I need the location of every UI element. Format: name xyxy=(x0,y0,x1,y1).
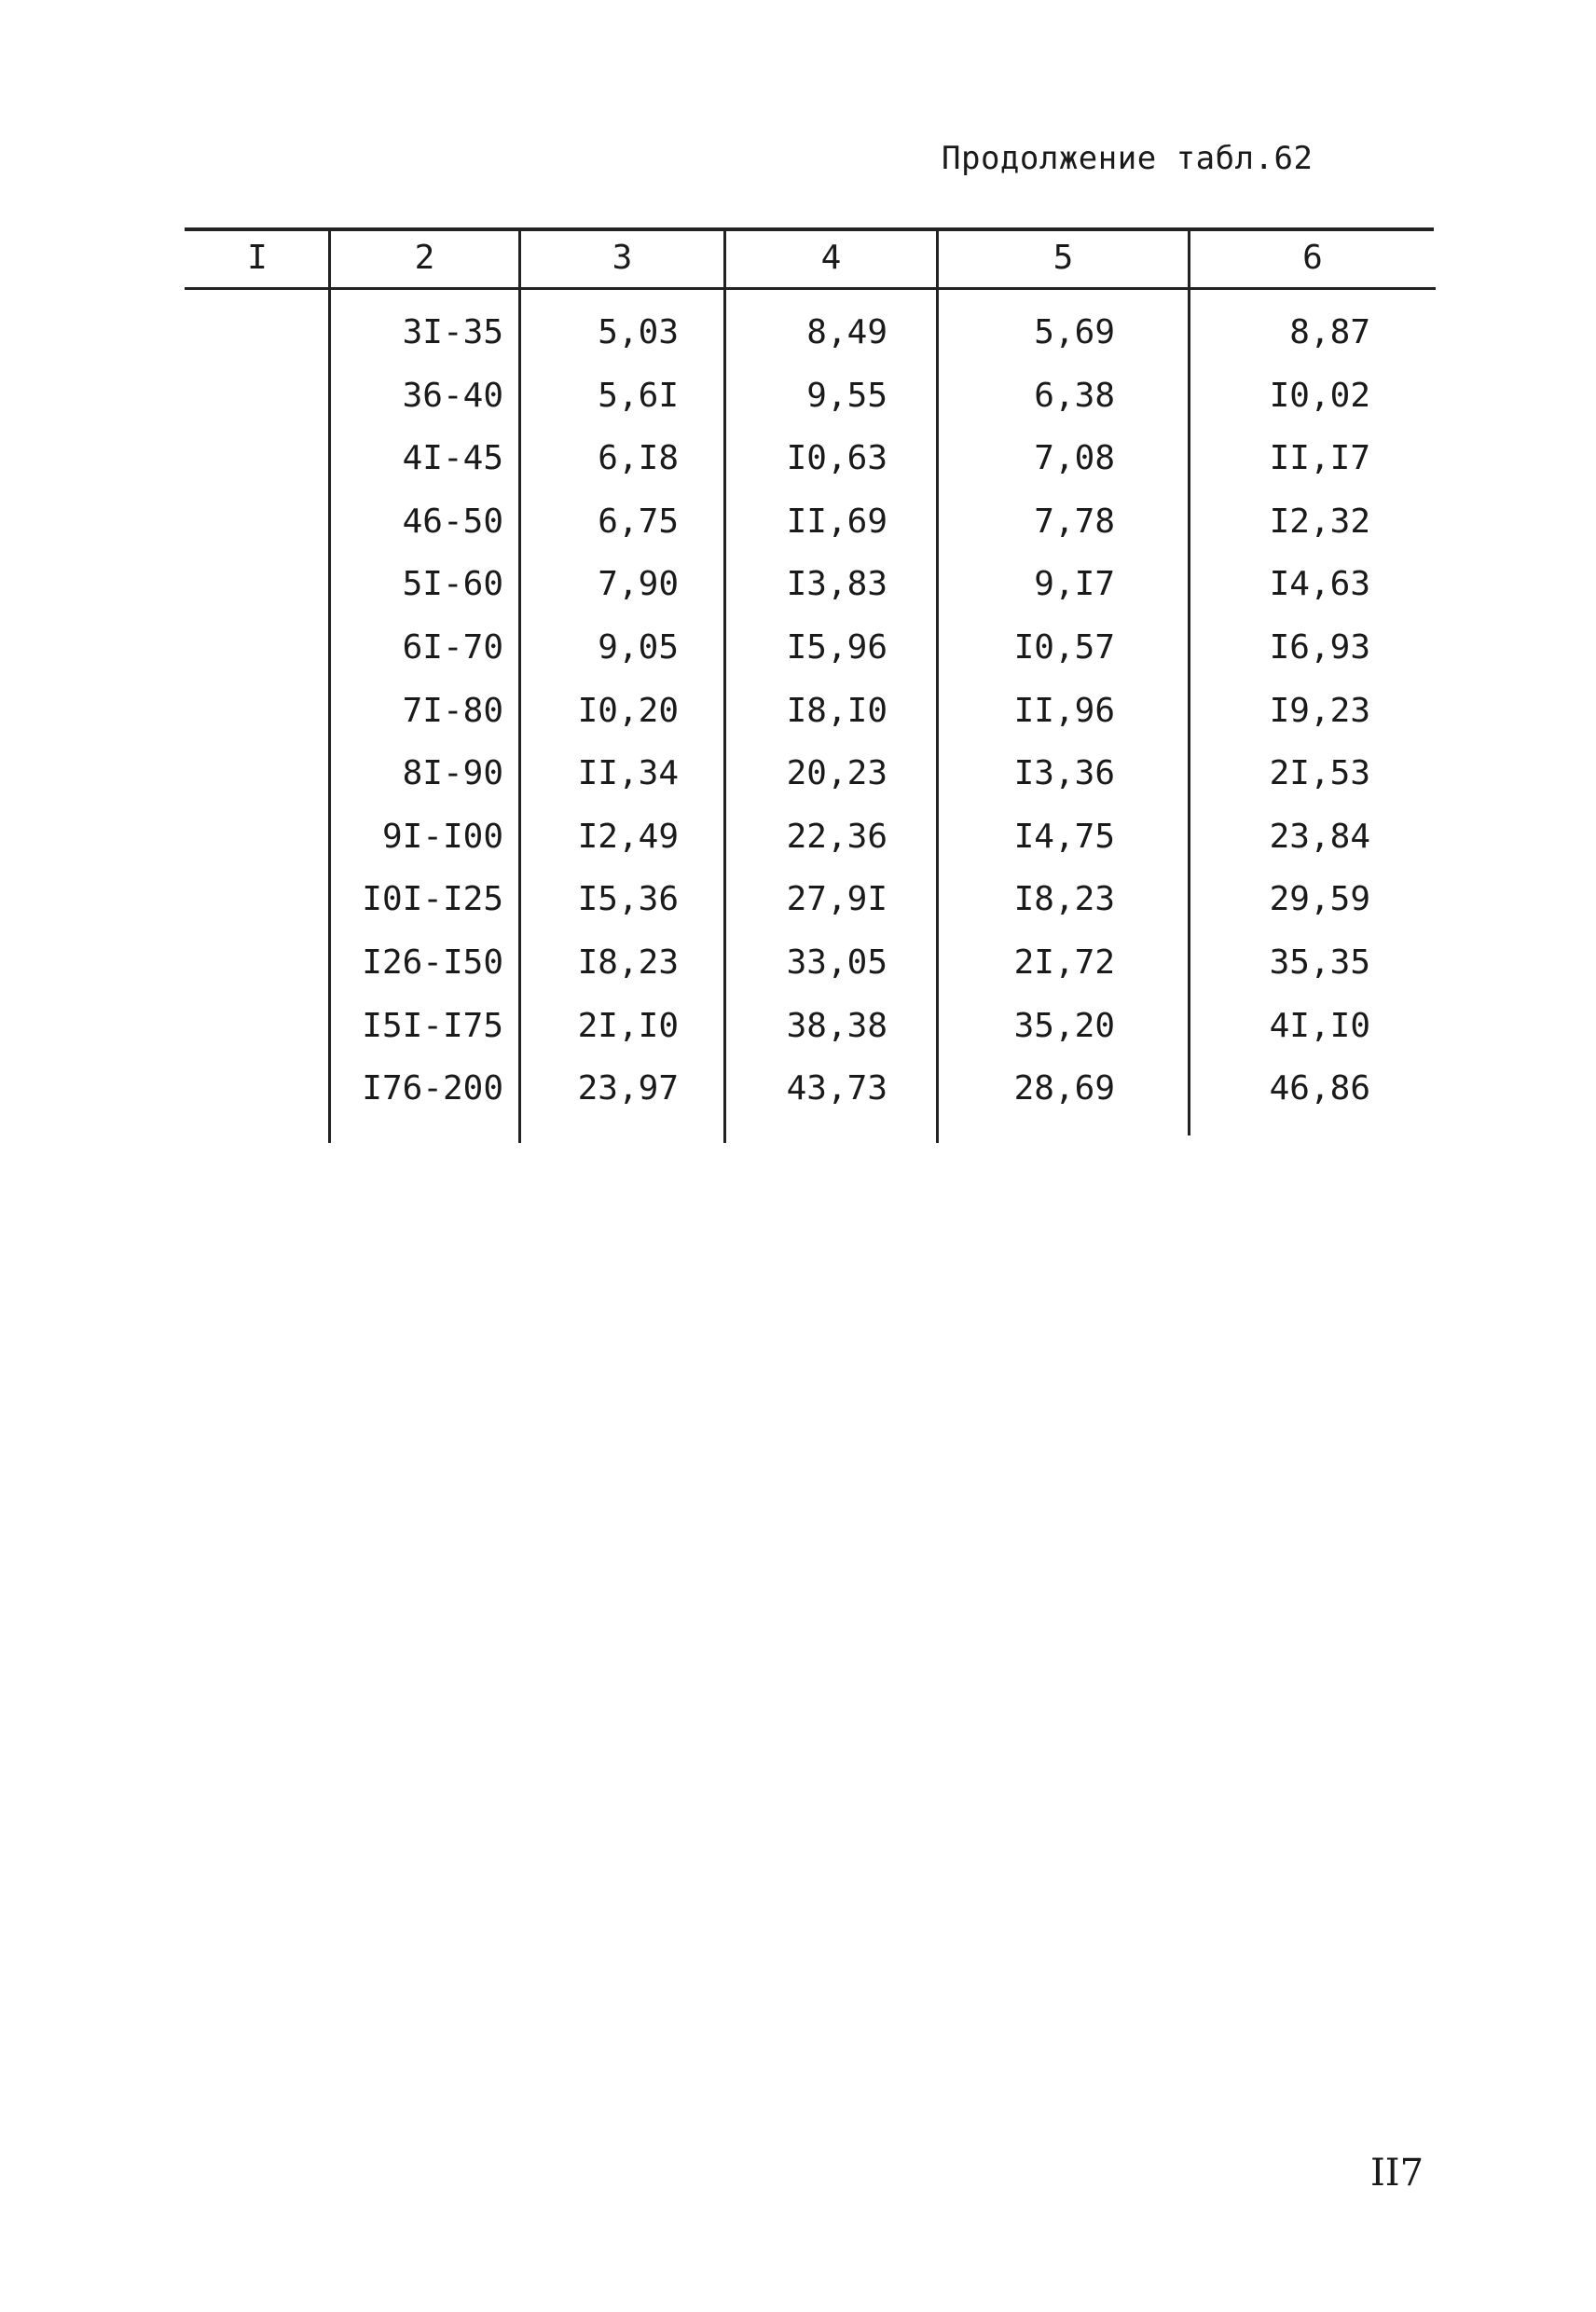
table-cell: I4,75 xyxy=(1013,818,1115,856)
table-cell: 4I-45 xyxy=(402,439,503,477)
table-cell: 22,36 xyxy=(786,818,887,856)
table-cell: I8,23 xyxy=(577,943,679,982)
table-cell: 6,38 xyxy=(1034,377,1115,415)
table-cell: II,96 xyxy=(1013,692,1115,730)
table-cell: 4I,I0 xyxy=(1269,1007,1370,1045)
table-cell: 5,03 xyxy=(598,313,679,351)
column-divider xyxy=(1188,229,1190,1135)
table-cell: I26-I50 xyxy=(362,943,503,982)
table-cell: I9,23 xyxy=(1269,692,1370,730)
table-cell: 9I-I00 xyxy=(381,818,503,856)
table-cell: 46-50 xyxy=(402,502,503,541)
table-cell: I5,96 xyxy=(786,628,887,667)
table-cell: 33,05 xyxy=(786,943,887,982)
table-cell: 7,90 xyxy=(598,565,679,603)
table-cell: 8,49 xyxy=(806,313,887,351)
table-cell: 27,9I xyxy=(786,880,887,918)
table-cell: I0,63 xyxy=(786,439,887,477)
table-cell: I2,49 xyxy=(577,818,679,856)
table-cell: I5,36 xyxy=(577,880,679,918)
table-cell: 6,75 xyxy=(598,502,679,541)
table-cell: I2,32 xyxy=(1269,502,1370,541)
column-divider xyxy=(518,229,521,1143)
table-cell: 8I-90 xyxy=(402,754,503,792)
table-cell: 46,86 xyxy=(1269,1069,1370,1108)
table-cell: 28,69 xyxy=(1013,1069,1115,1108)
table-cell: 8,87 xyxy=(1289,313,1370,351)
table-header-cell: 4 xyxy=(820,239,842,277)
table-cell: 7I-80 xyxy=(402,692,503,730)
table-header-cell: I xyxy=(247,239,268,277)
page-number: II7 xyxy=(1370,2152,1424,2195)
table-cell: II,34 xyxy=(577,754,679,792)
table-cell: I6,93 xyxy=(1269,628,1370,667)
table-header-cell: 3 xyxy=(612,239,633,277)
table-cell: 5,6I xyxy=(598,377,679,415)
table-header-cell: 5 xyxy=(1053,239,1074,277)
table-cell: I0,20 xyxy=(577,692,679,730)
table-cell: 6I-70 xyxy=(402,628,503,667)
table-cell: I0,57 xyxy=(1013,628,1115,667)
table-cell: 20,23 xyxy=(786,754,887,792)
table-cell: I3,83 xyxy=(786,565,887,603)
table-cell: 29,59 xyxy=(1269,880,1370,918)
table-cell: 35,20 xyxy=(1013,1007,1115,1045)
table-cell: 2I,I0 xyxy=(577,1007,679,1045)
table-cell: 3I-35 xyxy=(402,313,503,351)
table-cell: 2I,53 xyxy=(1269,754,1370,792)
table-cell: 5,69 xyxy=(1034,313,1115,351)
table-cell: 9,05 xyxy=(598,628,679,667)
table-cell: I0I-I25 xyxy=(362,880,503,918)
table-cell: 7,78 xyxy=(1034,502,1115,541)
table-cell: 5I-60 xyxy=(402,565,503,603)
table-caption: Продолжение табл.62 xyxy=(942,140,1314,177)
table-cell: 2I,72 xyxy=(1013,943,1115,982)
table-cell: 43,73 xyxy=(786,1069,887,1108)
table-cell: I76-200 xyxy=(362,1069,503,1108)
table-cell: 23,97 xyxy=(577,1069,679,1108)
table-cell: 9,I7 xyxy=(1034,565,1115,603)
column-divider xyxy=(328,229,331,1143)
table-cell: I8,I0 xyxy=(786,692,887,730)
table-cell: 38,38 xyxy=(786,1007,887,1045)
column-divider xyxy=(936,229,939,1143)
column-divider xyxy=(723,229,726,1143)
table-cell: I4,63 xyxy=(1269,565,1370,603)
table-cell: I5I-I75 xyxy=(362,1007,503,1045)
table-header-rule xyxy=(185,287,1436,290)
table-cell: 7,08 xyxy=(1034,439,1115,477)
table-cell: 36-40 xyxy=(402,377,503,415)
table-cell: 35,35 xyxy=(1269,943,1370,982)
table-header-cell: 6 xyxy=(1302,239,1323,277)
table-header-cell: 2 xyxy=(414,239,435,277)
table-cell: 9,55 xyxy=(806,377,887,415)
table-cell: I0,02 xyxy=(1269,377,1370,415)
table-cell: II,69 xyxy=(786,502,887,541)
table-top-rule xyxy=(185,227,1434,231)
table-cell: I8,23 xyxy=(1013,880,1115,918)
table-cell: II,I7 xyxy=(1269,439,1370,477)
table-cell: I3,36 xyxy=(1013,754,1115,792)
table-cell: 23,84 xyxy=(1269,818,1370,856)
table-cell: 6,I8 xyxy=(598,439,679,477)
